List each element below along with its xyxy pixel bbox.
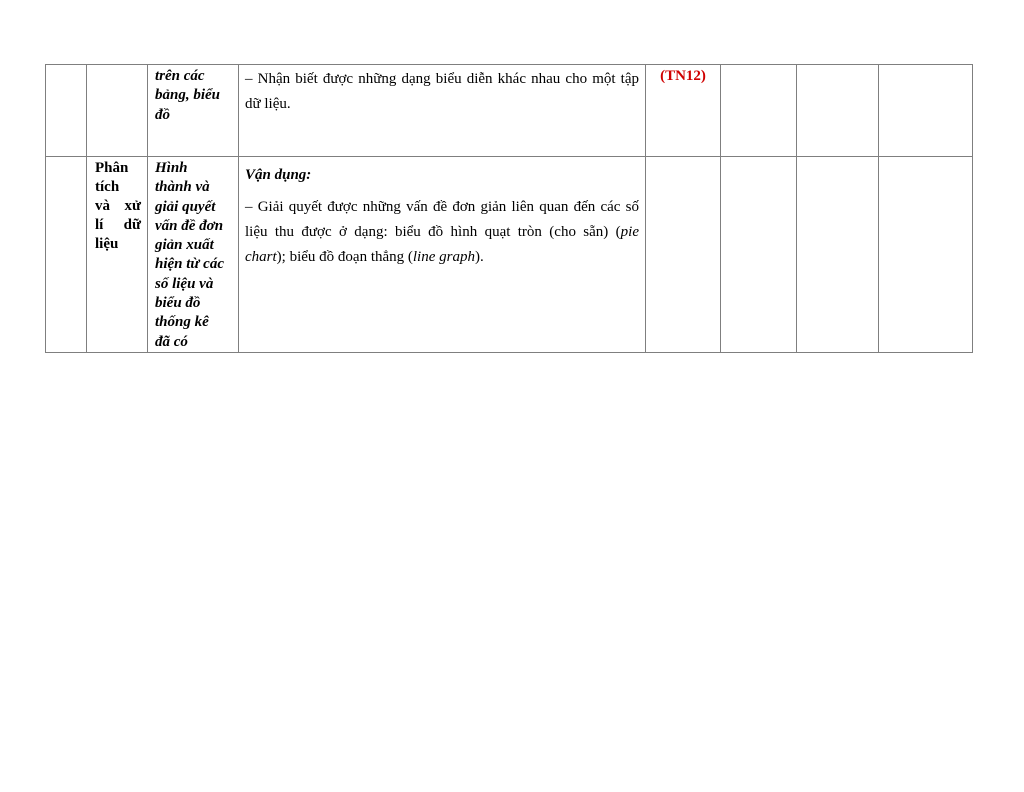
content-line: thành và [155,179,210,196]
empty-cell [721,65,797,157]
requirement-cell [239,65,646,157]
table-row [46,157,973,353]
question-code-cell [646,65,721,157]
empty-cell [797,157,879,353]
topic-line: Phân [95,160,129,176]
content-line: đã có [155,333,188,350]
requirement-text-part: ). [474,249,484,265]
content-line: số liệu và [155,275,214,292]
requirement-text: – Nhận biết được những dạng biểu diễn khác nhau cho một tập dữ liệu. [245,71,639,112]
empty-cell [721,157,797,353]
english-term: pie chart [245,224,639,265]
content-cell [148,157,239,353]
topic-line: lí dữ [95,217,141,233]
english-term: line graph [412,249,475,265]
content-line: trên các [155,68,205,84]
requirement-text-part: ); biểu đồ đoạn thẳng ( [276,249,413,265]
index-cell [46,157,87,353]
question-code: (TN12) [660,68,706,84]
content-line: Hình [155,160,188,176]
content-line: bảng, biểu [155,87,221,104]
assessment-matrix-table [45,64,973,353]
table-row [46,65,973,157]
topic-cell [87,65,148,157]
empty-cell [797,65,879,157]
content-line: giản xuất [155,237,214,254]
question-code-cell [646,157,721,353]
topic-line: tích [95,179,120,195]
empty-cell [879,157,973,353]
topic-cell [87,157,148,353]
content-line: giải quyết [155,198,216,215]
content-line: vấn đề đơn [155,217,224,234]
content-line: thống kê [155,314,209,331]
content-line: đồ [155,106,170,123]
level-heading: Vận dụng: [245,167,312,183]
content-cell [148,65,239,157]
topic-line: và xử [95,198,141,214]
topic-line: liệu [95,236,119,252]
empty-cell [879,65,973,157]
content-line: hiện từ các [155,256,224,273]
content-line: biểu đồ [155,295,201,312]
requirement-cell [239,157,646,353]
index-cell [46,65,87,157]
requirement-text [245,195,639,270]
requirement-text-part: – Giải quyết được những vấn đề đơn giản liên quan đến các số liệu thu được ở dạng: biểu đồ hình quạt tròn (cho sẵn) ( [245,199,639,240]
